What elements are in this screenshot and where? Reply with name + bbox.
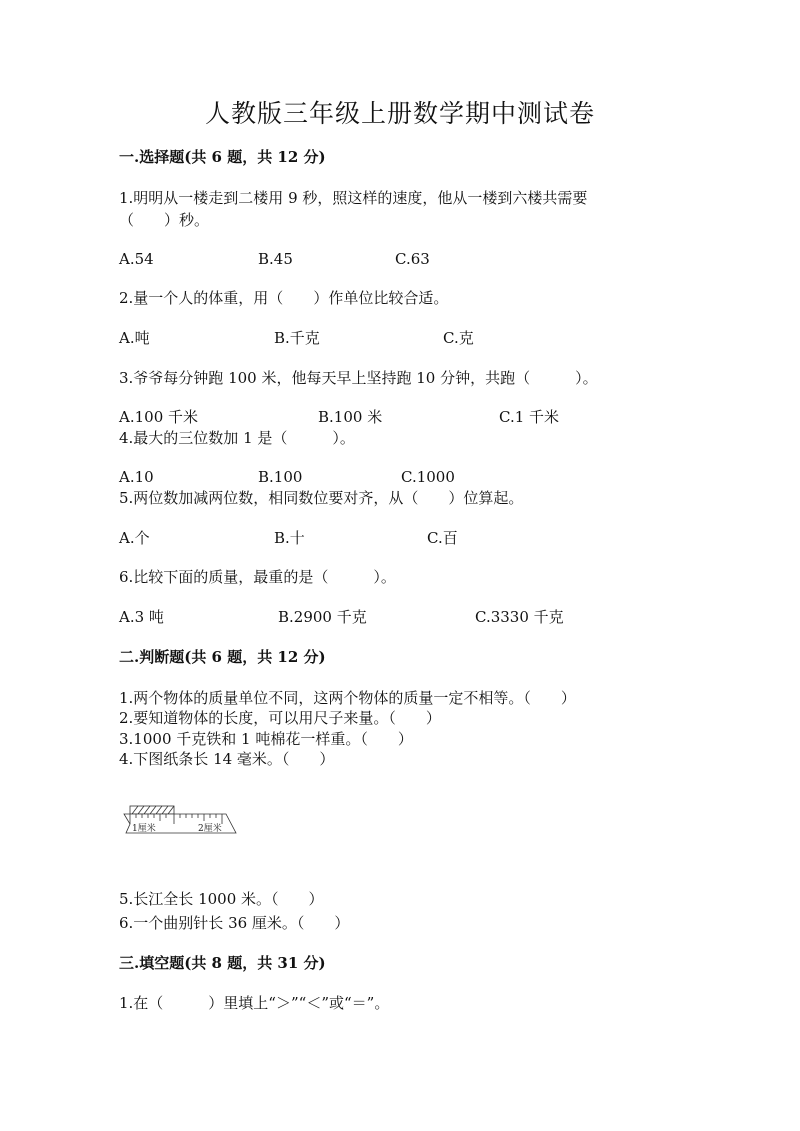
option-a: A.54: [119, 250, 154, 268]
option-b: B.千克: [274, 329, 320, 347]
question-text: 1.两个物体的质量单位不同，这两个物体的质量一定不相等。（ ）: [119, 689, 576, 707]
option-a: A.个: [119, 529, 150, 547]
question-text: 3.1000 千克铁和 1 吨棉花一样重。（ ）: [119, 730, 413, 748]
question-text: 1.在（ ）里填上“＞”“＜”或“＝”。: [119, 994, 390, 1012]
option-a: A.3 吨: [119, 608, 164, 626]
question-text: 5.长江全长 1000 米。（ ）: [119, 890, 324, 908]
question-text: 4.下图纸条长 14 毫米。（ ）: [119, 750, 335, 768]
question-text: 3.爷爷每分钟跑 100 米，他每天早上坚持跑 10 分钟，共跑（ ）。: [119, 369, 598, 387]
option-a: A.10: [119, 468, 154, 486]
option-a: A.100 千米: [119, 408, 198, 426]
option-c: C.1 千米: [499, 408, 560, 426]
question-text-continued: （ ）秒。: [119, 211, 210, 229]
question-text: 2.要知道物体的长度，可以用尺子来量。（ ）: [119, 709, 441, 727]
section-heading-fill: 三.填空题(共 8 题，共 31 分): [119, 954, 326, 972]
question-text: 2.量一个人的体重，用（ ）作单位比较合适。: [119, 289, 449, 307]
section-heading-judgement: 二.判断题(共 6 题，共 12 分): [119, 648, 326, 666]
section-heading-choice: 一.选择题(共 6 题，共 12 分): [119, 148, 326, 166]
option-b: B.2900 千克: [278, 608, 367, 626]
question-text: 6.比较下面的质量，最重的是（ ）。: [119, 568, 396, 586]
question-text: 1.明明从一楼走到二楼用 9 秒，照这样的速度，他从一楼到六楼共需要: [119, 189, 588, 207]
ruler-label-2cm: 2厘米: [198, 824, 222, 834]
option-b: B.十: [274, 529, 305, 547]
question-text: 6.一个曲别针长 36 厘米。（ ）: [119, 914, 350, 932]
question-text: 4.最大的三位数加 1 是（ ）。: [119, 429, 355, 447]
ruler-label-1cm: 1厘米: [132, 824, 156, 834]
option-c: C.1000: [401, 468, 455, 486]
ruler-figure: [122, 800, 244, 844]
question-text: 5.两位数加减两位数，相同数位要对齐，从（ ）位算起。: [119, 489, 524, 507]
option-c: C.百: [427, 529, 458, 547]
option-c: C.63: [395, 250, 430, 268]
option-b: B.45: [258, 250, 293, 268]
option-c: C.3330 千克: [475, 608, 564, 626]
option-a: A.吨: [119, 329, 150, 347]
option-b: B.100: [258, 468, 303, 486]
option-c: C.克: [443, 329, 474, 347]
page-title: 人教版三年级上册数学期中测试卷: [204, 99, 595, 128]
option-b: B.100 米: [318, 408, 383, 426]
